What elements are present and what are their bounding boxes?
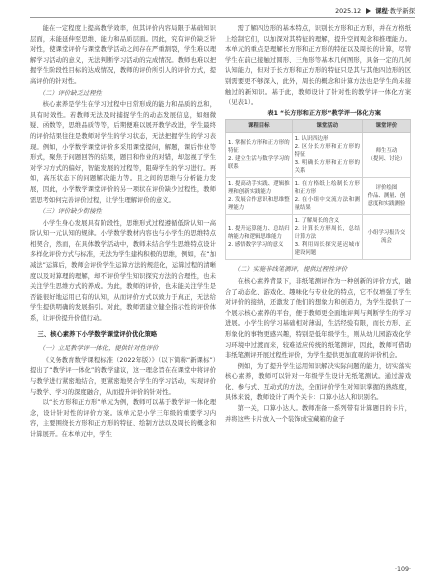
paragraph: 《义务教育数学课程标准（2022年版）》（以下简称“新课标”）提出了“教学评一体化”的教学建议，这一理念旨在在课堂中将评价与教学进行紧密地结合，更紧密地契合学生的学习活动，实现评价与教学、学习的深度融合，从而提升评价的针对性。: [30, 356, 216, 396]
issue-number: 2025.12: [335, 8, 362, 15]
cell-line: 小组学习报告交流会: [367, 230, 406, 245]
paragraph: 小学生身心发展具有阶段性，思维形式过程遵循低阶认知一高阶认知一元认知的规律。小学数学教材内容也与小学生的思维特点相契合，然而，在具体教学活动中，教师未结合学生思维特点设计多样化评价方式与标准，无法为学生建构积极的思维，例如，在“加减法”运算后，教师会评价学生运算方法的规范化，运算过程的清晰度以及对算理的理解，却不评价学生知识探究方法的合理性，也未关注学生思维方式的养成。为此，教师的评价，也未能关注学生是否能很好地运用已有的认知，从而评价方式以致力于真正，无法给学生提供明确的发展指引。对此，教师需建立健全指示性的评价体系，让评价提升价值行动。: [30, 219, 216, 323]
cell-line: 2. 计算长方形周长，总结计算方法: [294, 226, 360, 241]
cell-line: 评价绘图: [375, 185, 398, 192]
cell-line: 师生互动: [375, 148, 398, 155]
table-header-row: [226, 120, 411, 133]
plan-table: [225, 119, 411, 260]
cell-line: 2. 建立生活与数学学习的联系: [228, 156, 290, 171]
subheading: （三）评价缺少衔接性: [38, 208, 102, 216]
cell-line: 3. 明确长方形和正方形的关系: [294, 160, 360, 175]
cell-line: 1. 认识四边形: [294, 136, 329, 143]
subheading: （二）评价缺乏过程性: [38, 89, 102, 97]
column-header: 课堂活动: [292, 120, 362, 133]
cell-line: 2. 感悟数学学习的意义: [228, 242, 284, 249]
page-number: ·109·: [394, 566, 411, 573]
paragraph: 核心素养是学生在学习过程中日常形成的能力和品质的总和，具有时效性。若教师无法及时捕捉学生的动态发展信息，如细微疑、函数等，思维品质等等，后期便难以展开教学改进，学生最终的评价结果往往是教师对学生的学习状态，无法把握学生的学习表现。例如，小学数学课堂评价多采用课堂提问，解题，课后作业等形式，聚焦于问题回答的结果，题目和作业的对错，却忽视了学生对学习方式的偏好，智能发展的过程等，阻碍学生的学习进行。再如，高压状态下的问题解决能力等。且之间的思维与分析能力发展，因此，小学数学课堂评价的另一项状在评价缺少过程性，教师需思考如何完善评价过程，让学生理解评价的意义。: [30, 101, 216, 204]
evaluation-cell: [362, 215, 410, 260]
subheading: （一）立足教学评一体化，提供针对性评价: [38, 345, 159, 353]
cell-line: （提问、讨论）: [367, 156, 406, 163]
section-subtitle: ·教学新探: [387, 8, 415, 15]
column-header: 课堂评价: [362, 120, 410, 133]
play-triangle-icon: [366, 8, 371, 14]
column-header: 课程目标: [226, 120, 293, 133]
paragraph: 在核心素养背景下，非纸笔测评作为一种创新的评价方式，融合了动态化、游戏化、趣味化与专业化的特点，它不仅增强了学生对评价的接纳，还激发了他们的想象力和创造力，为学生提供了一个展示核心素养的平台，便于教师更全面地评判与判断学生的学习进展。小学生的学习基础相对薄弱，生活经验有限，而长方形、正形象化的事物更感兴趣，特别是低年级学生，则从幼儿园游戏化学习环境中过渡而来，较难适应传统的纸笔测评，因此，教师可借助非纸笔测评开展过程性评价，为学生提供更加直观的评价机会。: [225, 277, 411, 360]
table-row: [226, 133, 411, 178]
table-row: [226, 215, 411, 260]
table-row: [226, 178, 411, 215]
right-column: [225, 24, 411, 425]
cell-line: 作品、测量、创意度和实践测验: [367, 193, 406, 208]
cell-line: 2. 区分长方形和正方形的特征: [294, 144, 360, 159]
cell-line: 1. 提升运算能力、总结归纳能力和逻辑思维能力: [228, 226, 290, 241]
paragraph: 能在一定程度上提高教学效率，但其评价内容局限于基础知识层面，未能延伸至思维、能力和品质层面。因此，究有评价缺乏针对性，使课堂评价与课堂教学活动之间存在严重割裂，学生难以理解学习活动的意义，无法判断学习活动的完成情况。教师也难以把握学生阶段性目标的达成情况，教师的评价所引人的评价方式，提高评价的针对性。: [30, 25, 216, 85]
table-caption: 表1 “长方形和正方形”教学评一体化方案: [267, 109, 381, 117]
goal-cell: [226, 133, 293, 178]
page-header: [335, 6, 415, 15]
left-column: [30, 24, 216, 441]
cell-line: 1. 了解周长的含义: [294, 218, 340, 225]
paragraph: 以“长方形和正方形”单元为例，教师可以基于教学评一体化理念，设计针对性的评价方案。该单元是小学三年级的重要学习内容，主要围绕长方形和正方形的特征、绘制方法以及周长的概念和计算展开。在本单元中，学生: [30, 399, 216, 438]
evaluation-cell: [362, 133, 410, 178]
paragraph: 例如，为了提升学生运用知识解决实际问题的能力，切实落实核心素养，教师可以针对一年级学生设计无纸笔测试。通过游戏化、参与式、互动式的方法，全面评价学生对知识掌握的熟练度，具体来说，教师设计了两个关卡：口算小达人和识别名。: [225, 362, 411, 402]
section-heading: 三、核心素养下小学数学课堂评价优化策略: [37, 330, 158, 338]
goal-cell: [226, 215, 293, 260]
cell-line: 2. 在小组中交流方法和测量结果: [294, 197, 360, 212]
cell-line: 2. 发展合作意识和思维整理能力: [228, 197, 290, 212]
cell-line: 1. 提高动手实践、逻辑推理和创新实践能力: [228, 181, 290, 196]
cell-line: 3. 利用周长探究延迟城市建设问题: [294, 242, 360, 257]
section-name: 课程: [375, 8, 388, 15]
cell-line: 1. 在方格纸上绘制长方形和正方形: [294, 181, 360, 196]
header-divider: [30, 17, 415, 18]
activity-cell: [292, 215, 362, 260]
subheading: （二）实施非线笔测评，提供过程性评价: [233, 266, 348, 274]
activity-cell: [292, 133, 362, 178]
goal-cell: [226, 178, 293, 215]
activity-cell: [292, 178, 362, 215]
cell-line: 1. 掌握长方形和正方形的特征: [228, 140, 290, 155]
paragraph: 第一关，口算小达人。教师准备一系列带有计算题目的卡片，并将这些卡片放入一个装饰成宝藏箱的盒子: [225, 405, 411, 423]
evaluation-cell: [362, 178, 410, 215]
paragraph: 需了解四边形的基本特点，识别长方形和正方形，并在方格纸上绘制它们，以加深对其特征的理解，提升空间观念和推理能力。本单元的重点是理解长方形和正方形的特征以及周长的计算，尽管学生在前已接触过圆形、三角形等基本几何图形，具备一定的几何认知能力，但对于长方形和正方形的特征只是其与其他四边形的区别需要更不够深入，此外，周长的概念和计算方法也是学生尚未接触过的新知识。基于此，教师设计了针对性的教学评一体化方案（见表1）。: [225, 25, 411, 107]
